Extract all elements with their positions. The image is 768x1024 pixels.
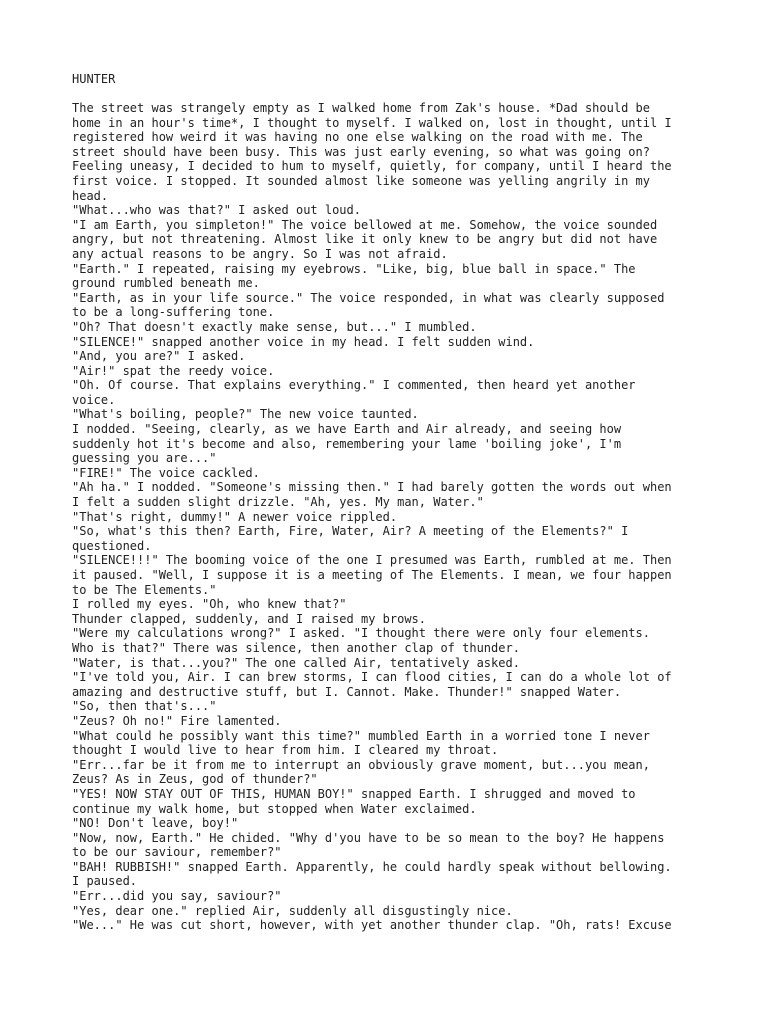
body-line: "Yes, dear one." replied Air, suddenly all disgustingly nice. (72, 903, 513, 918)
body-line: "Zeus? Oh no!" Fire lamented. (72, 713, 282, 728)
body-line: I nodded. "Seeing, clearly, as we have Earth and Air already, and seeing how (72, 422, 622, 437)
body-line: to be The Elements." (72, 582, 217, 597)
body-line: suddenly hot it's become and also, remembering your lame 'boiling joke', I'm (72, 436, 622, 451)
body-line: Thunder clapped, suddenly, and I raised my brows. (72, 611, 427, 626)
body-line: Zeus? As in Zeus, god of thunder?" (72, 772, 318, 787)
body-line: "Earth." I repeated, raising my eyebrows. "Like, big, blue ball in space." The (72, 261, 636, 276)
body-line: "And, you are?" I asked. (72, 349, 246, 364)
body-line: "Ah ha." I nodded. "Someone's missing then." I had barely gotten the words out when (72, 480, 672, 495)
body-line: registered how weird it was having no one else walking on the road with me. The (72, 130, 643, 145)
body-line: "Oh? That doesn't exactly make sense, but..." I mumbled. (72, 319, 477, 334)
body-line: "Earth, as in your life source." The voice responded, in what was clearly supposed (72, 290, 665, 305)
body-line: amazing and destructive stuff, but I. Cannot. Make. Thunder!" snapped Water. (72, 684, 622, 699)
body-line: "FIRE!" The voice cackled. (72, 465, 260, 480)
body-line: "So, then that's..." (72, 699, 217, 714)
body-line: "What...who was that?" I asked out loud. (72, 203, 361, 218)
body-line: "Were my calculations wrong?" I asked. "I thought there were only four elements. (72, 626, 650, 641)
body-line: voice. (72, 392, 116, 407)
body-line: angry, but not threatening. Almost like it only knew to be angry but did not have (72, 232, 658, 247)
body-line: "NO! Don't leave, boy!" (72, 816, 239, 831)
body-line: "We..." He was cut short, however, with yet another thunder clap. "Oh, rats! Excuse (72, 918, 672, 933)
body-line: any actual reasons to be angry. So I was not afraid. (72, 246, 448, 261)
body-line: Feeling uneasy, I decided to hum to myself, quietly, for company, until I heard the (72, 159, 672, 174)
body-line: "Now, now, Earth." He chided. "Why d'you have to be so mean to the boy? He happens (72, 830, 665, 845)
body-line: "SILENCE!!!" The booming voice of the one I presumed was Earth, rumbled at me. Then (72, 553, 672, 568)
body-line: home in an hour's time*, I thought to myself. I walked on, lost in thought, until I (72, 115, 672, 130)
body-line: to be our saviour, remember?" (72, 845, 282, 860)
body-line: "Err...far be it from me to interrupt an obviously grave moment, but...you mean, (72, 757, 650, 772)
body-line: "SILENCE!" snapped another voice in my head. I felt sudden wind. (72, 334, 535, 349)
body-line: "I am Earth, you simpleton!" The voice bellowed at me. Somehow, the voice sounded (72, 217, 658, 232)
body-line: "That's right, dummy!" A newer voice rippled. (72, 509, 398, 524)
body-line: "I've told you, Air. I can brew storms, I can flood cities, I can do a whole lot of (72, 670, 672, 685)
body-line: "Water, is that...you?" The one called Air, tentatively asked. (72, 655, 520, 670)
body-line: "Err...did you say, saviour?" (72, 889, 282, 904)
document-title: HUNTER (72, 72, 116, 86)
body-line: "What's boiling, people?" The new voice taunted. (72, 407, 419, 422)
body-line: it paused. "Well, I suppose it is a meeting of The Elements. I mean, we four happen (72, 568, 672, 582)
body-line: "So, what's this then? Earth, Fire, Water, Air? A meeting of the Elements?" I (72, 524, 629, 539)
body-line: questioned. (72, 538, 152, 553)
body-line: "BAH! RUBBISH!" snapped Earth. Apparently, he could hardly speak without bellowing. (72, 859, 672, 874)
body-line: guessing you are..." (72, 451, 217, 466)
body-line: I felt a sudden slight drizzle. "Ah, yes. My man, Water." (72, 495, 484, 510)
body-line: I rolled my eyes. "Oh, who knew that?" (72, 597, 347, 612)
body-line: The street was strangely empty as I walked home from Zak's house. *Dad should be (72, 101, 650, 115)
body-line: "What could he possibly want this time?" mumbled Earth in a worried tone I never (72, 728, 650, 743)
body-line: to be a long-suffering tone. (72, 305, 275, 320)
body-line: "YES! NOW STAY OUT OF THIS, HUMAN BOY!" snapped Earth. I shrugged and moved to (72, 786, 636, 801)
body-line: continue my walk home, but stopped when Water exclaimed. (72, 801, 477, 816)
body-line: I paused. (72, 874, 138, 889)
document-body (72, 101, 672, 933)
body-line: ground rumbled beneath me. (72, 276, 260, 291)
body-line: head. (72, 188, 109, 203)
body-line: Who is that?" There was silence, then another clap of thunder. (72, 640, 520, 655)
body-line: thought I would live to hear from him. I cleared my throat. (72, 743, 499, 758)
body-line: first voice. I stopped. It sounded almost like someone was yelling angrily in my (72, 173, 650, 188)
body-line: street should have been busy. This was just early evening, so what was going on? (72, 144, 650, 159)
body-line: "Oh. Of course. That explains everything." I commented, then heard yet another (72, 378, 636, 393)
body-line: "Air!" spat the reedy voice. (72, 363, 275, 378)
